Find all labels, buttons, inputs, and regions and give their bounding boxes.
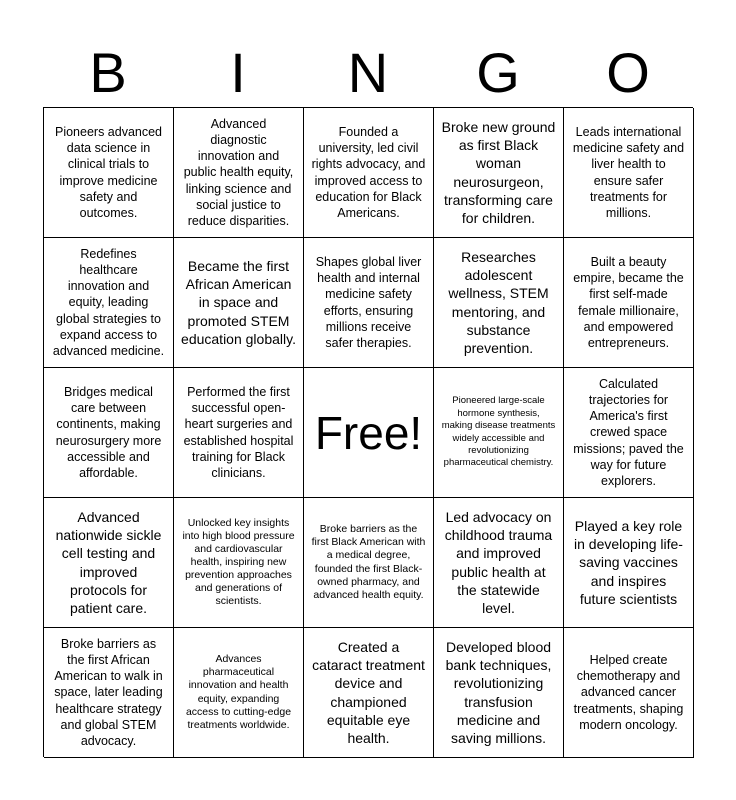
header-letter-i: I bbox=[230, 41, 246, 104]
bingo-cell[interactable]: Researches adolescent wellness, STEM mentoring, and substance prevention. bbox=[434, 238, 564, 368]
header-letter-n: N bbox=[347, 41, 389, 104]
bingo-cell[interactable]: Developed blood bank techniques, revolutionizing transfusion medicine and saving millions. bbox=[434, 628, 564, 758]
bingo-cell[interactable]: Advanced nationwide sickle cell testing and improved protocols for patient care. bbox=[44, 498, 174, 628]
header-letter-b: B bbox=[89, 41, 127, 104]
bingo-cell[interactable]: Unlocked key insights into high blood pressure and cardiovascular health, inspiring new prevention approaches and generations of scientists. bbox=[174, 498, 304, 628]
bingo-cell[interactable]: Pioneered large-scale hormone synthesis, making disease treatments widely accessible and revolutionizing pharmaceutical chemistry. bbox=[434, 368, 564, 498]
bingo-cell[interactable]: Played a key role in developing life-saving vaccines and inspires future scientists bbox=[564, 498, 694, 628]
header-letter-o: O bbox=[606, 41, 650, 104]
bingo-cell[interactable]: Redefines healthcare innovation and equity, leading global strategies to expand access to advanced medicine. bbox=[44, 238, 174, 368]
free-space[interactable]: Free! bbox=[304, 368, 434, 498]
bingo-cell[interactable]: Led advocacy on childhood trauma and improved public health at the statewide level. bbox=[434, 498, 564, 628]
bingo-cell[interactable]: Leads international medicine safety and liver health to ensure safer treatments for millions. bbox=[564, 108, 694, 238]
bingo-cell[interactable]: Became the first African American in space and promoted STEM education globally. bbox=[174, 238, 304, 368]
bingo-cell[interactable]: Pioneers advanced data science in clinical trials to improve medicine safety and outcomes. bbox=[44, 108, 174, 238]
bingo-cell[interactable]: Broke new ground as first Black woman neurosurgeon, transforming care for children. bbox=[434, 108, 564, 238]
bingo-cell[interactable]: Broke barriers as the first African American to walk in space, later leading healthcare strategy and global STEM advocacy. bbox=[44, 628, 174, 758]
bingo-cell[interactable]: Helped create chemotherapy and advanced cancer treatments, shaping modern oncology. bbox=[564, 628, 694, 758]
bingo-cell[interactable]: Built a beauty empire, became the first self-made female millionaire, and empowered entrepreneurs. bbox=[564, 238, 694, 368]
bingo-cell[interactable]: Founded a university, led civil rights advocacy, and improved access to education for Black Americans. bbox=[304, 108, 434, 238]
bingo-cell[interactable]: Advanced diagnostic innovation and public health equity, linking science and social justice to reduce disparities. bbox=[174, 108, 304, 238]
bingo-cell[interactable]: Advances pharmaceutical innovation and health equity, expanding access to cutting-edge treatments worldwide. bbox=[174, 628, 304, 758]
bingo-card bbox=[43, 107, 693, 757]
header-letter-g: G bbox=[476, 41, 520, 104]
bingo-cell[interactable]: Created a cataract treatment device and championed equitable eye health. bbox=[304, 628, 434, 758]
bingo-cell[interactable]: Shapes global liver health and internal medicine safety efforts, ensuring millions receive safer therapies. bbox=[304, 238, 434, 368]
bingo-header bbox=[43, 40, 693, 106]
bingo-cell[interactable]: Broke barriers as the first Black American with a medical degree, founded the first Black-owned pharmacy, and advanced health equity. bbox=[304, 498, 434, 628]
bingo-cell[interactable]: Bridges medical care between continents, making neurosurgery more accessible and affordable. bbox=[44, 368, 174, 498]
bingo-cell[interactable]: Performed the first successful open-heart surgeries and established hospital training for Black clinicians. bbox=[174, 368, 304, 498]
bingo-cell[interactable]: Calculated trajectories for America's first crewed space missions; paved the way for future explorers. bbox=[564, 368, 694, 498]
